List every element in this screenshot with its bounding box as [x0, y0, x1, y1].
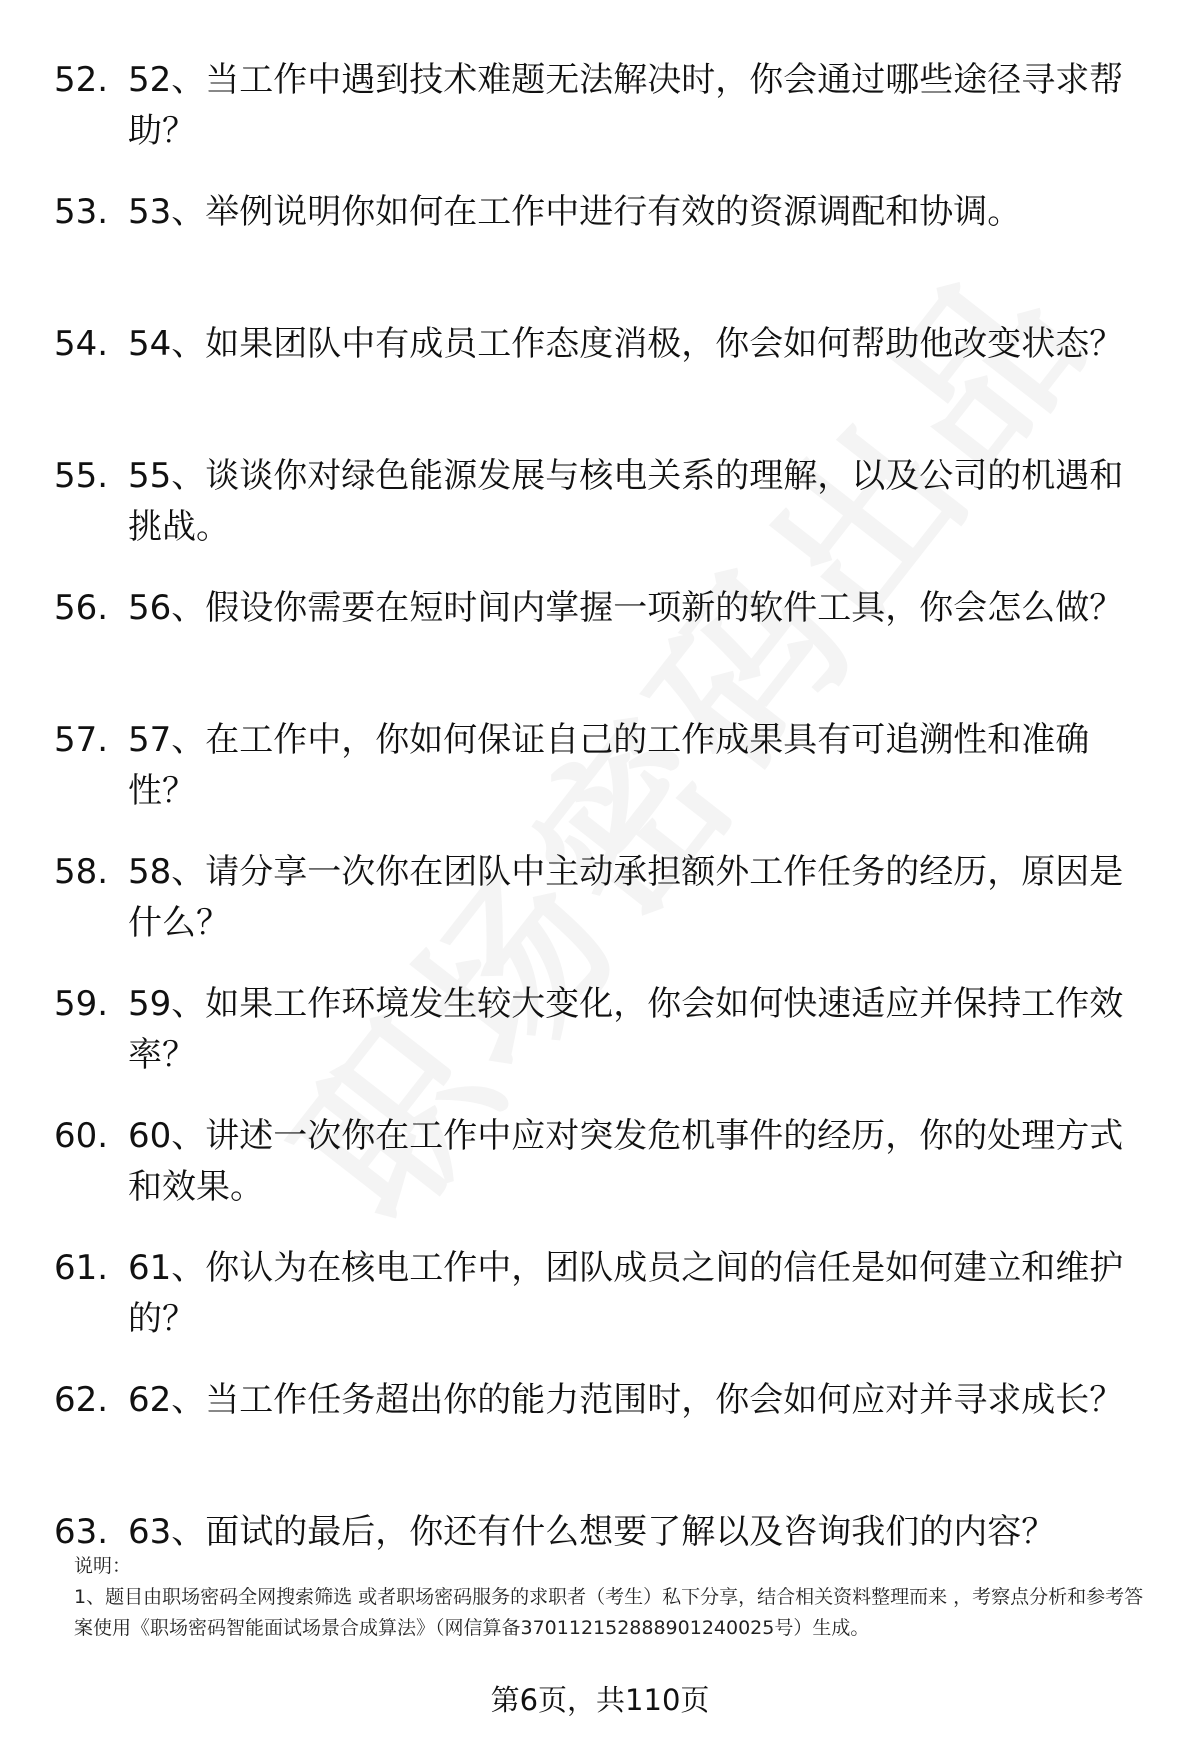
question-item	[0, 979, 1200, 1081]
question-number: 55.	[54, 456, 109, 496]
page-footer	[0, 1680, 1200, 1720]
question-text: 55、谈谈你对绿色能源发展与核电关系的理解，以及公司的机遇和挑战。	[128, 456, 1124, 547]
question-item	[0, 55, 1200, 157]
question-text: 53、举例说明你如何在工作中进行有效的资源调配和协调。	[128, 192, 1022, 232]
question-number: 59.	[54, 984, 109, 1024]
notes-body: 1、题目由职场密码全网搜索筛选 或者职场密码服务的求职者（考生）私下分享，结合相关资料整理而来 ，考察点分析和参考答案使用《职场密码智能面试场景合成算法》（网信算备370112152888901240025号）生成。	[74, 1586, 1144, 1639]
question-text: 56、假设你需要在短时间内掌握一项新的软件工具，你会怎么做？	[128, 588, 1124, 628]
question-number: 63.	[54, 1512, 109, 1552]
notes-heading: 说明：	[74, 1555, 132, 1577]
question-text: 52、当工作中遇到技术难题无法解决时，你会通过哪些途径寻求帮助？	[128, 60, 1124, 151]
question-item	[0, 1243, 1200, 1345]
question-list	[0, 55, 1200, 1639]
question-text: 54、如果团队中有成员工作态度消极，你会如何帮助他改变状态？	[128, 324, 1124, 364]
question-text: 57、在工作中，你如何保证自己的工作成果具有可追溯性和准确性？	[128, 720, 1090, 811]
question-item	[0, 451, 1200, 553]
question-item	[0, 187, 1200, 238]
question-item	[0, 715, 1200, 817]
question-text: 61、你认为在核电工作中，团队成员之间的信任是如何建立和维护的？	[128, 1248, 1124, 1339]
question-item	[0, 1111, 1200, 1213]
question-number: 53.	[54, 192, 109, 232]
question-item	[0, 319, 1200, 421]
question-item	[0, 847, 1200, 949]
question-number: 62.	[54, 1380, 109, 1420]
notes-section	[74, 1551, 1154, 1644]
question-item	[0, 1375, 1200, 1477]
question-text: 59、如果工作环境发生较大变化，你会如何快速适应并保持工作效率？	[128, 984, 1124, 1075]
question-number: 57.	[54, 720, 109, 760]
question-number: 54.	[54, 324, 109, 364]
question-number: 58.	[54, 852, 109, 892]
question-text: 58、请分享一次你在团队中主动承担额外工作任务的经历，原因是什么？	[128, 852, 1124, 943]
page-number-label: 第6页，共110页	[490, 1683, 710, 1717]
question-number: 60.	[54, 1116, 109, 1156]
question-number: 56.	[54, 588, 109, 628]
question-item	[0, 583, 1200, 685]
question-number: 52.	[54, 60, 109, 100]
question-text: 60、讲述一次你在工作中应对突发危机事件的经历，你的处理方式和效果。	[128, 1116, 1124, 1207]
question-text: 63、面试的最后，你还有什么想要了解以及咨询我们的内容？	[128, 1512, 1056, 1552]
question-text: 62、当工作任务超出你的能力范围时，你会如何应对并寻求成长？	[128, 1380, 1124, 1420]
question-number: 61.	[54, 1248, 109, 1288]
